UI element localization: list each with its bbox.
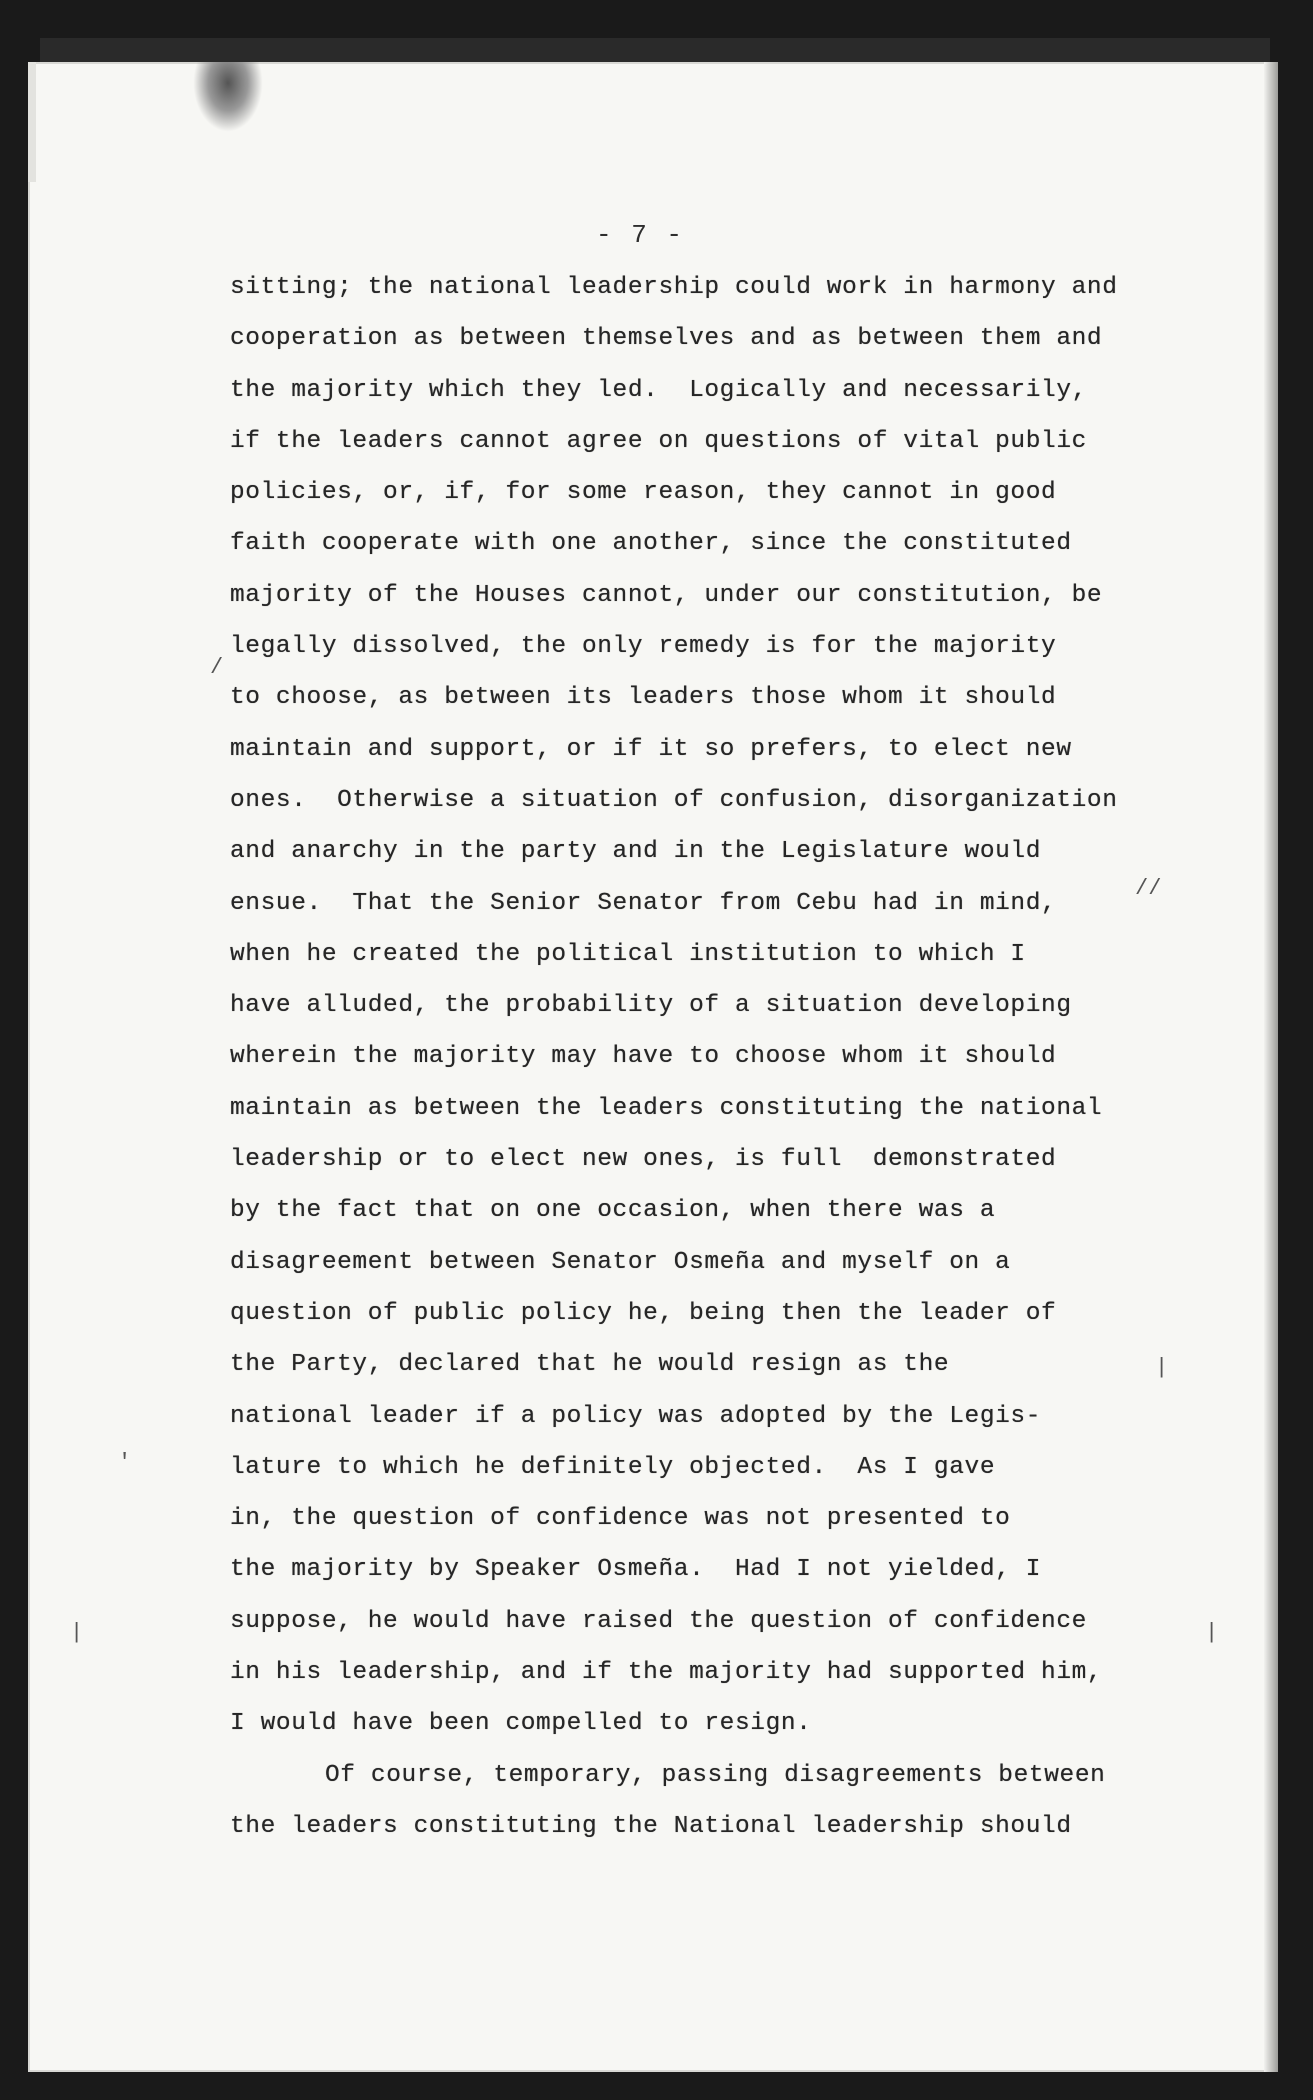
text-line: cooperation as between themselves and as between them and: [230, 325, 1103, 353]
text-line: the leaders constituting the National leadership should: [230, 1812, 1072, 1840]
text-line: faith cooperate with one another, since the constituted: [230, 530, 1072, 558]
text-line-paragraph-start: Of course, temporary, passing disagreements between: [325, 1761, 1106, 1789]
text-line: question of public policy he, being then the leader of: [230, 1299, 1057, 1327]
text-line: legally dissolved, the only remedy is for the majority: [230, 633, 1057, 661]
text-line: ones. Otherwise a situation of confusion, disorganization: [230, 786, 1118, 814]
text-line: to choose, as between its leaders those whom it should: [230, 684, 1057, 712]
page-number: - 7 -: [596, 220, 685, 250]
text-line: if the leaders cannot agree on questions of vital public: [230, 427, 1087, 455]
text-line: when he created the political institution to which I: [230, 940, 1026, 968]
text-line: in his leadership, and if the majority had supported him,: [230, 1659, 1103, 1687]
text-line: suppose, he would have raised the question of confidence: [230, 1607, 1087, 1635]
text-line: sitting; the national leadership could work in harmony and: [230, 274, 1118, 301]
text-line: the majority which they led. Logically and necessarily,: [230, 376, 1087, 404]
text-line: maintain as between the leaders constituting the national: [230, 1094, 1103, 1122]
text-line: national leader if a policy was adopted by the Legis-: [230, 1402, 1042, 1430]
text-line: the majority by Speaker Osmeña. Had I not yielded, I: [230, 1556, 1042, 1584]
text-line: have alluded, the probability of a situation developing: [230, 992, 1072, 1020]
text-line: and anarchy in the party and in the Legislature would: [230, 838, 1042, 866]
margin-pencil-mark: ': [118, 1450, 132, 1475]
text-line: in, the question of confidence was not presented to: [230, 1505, 1011, 1533]
text-line: maintain and support, or if it so prefers, to elect new: [230, 735, 1072, 763]
text-line: lature to which he definitely objected. As I gave: [230, 1453, 996, 1481]
text-line: majority of the Houses cannot, under our constitution, be: [230, 581, 1103, 609]
margin-pencil-mark: /: [210, 655, 224, 680]
margin-pencil-mark: //: [1135, 876, 1162, 901]
page-edge: [28, 62, 36, 182]
margin-pencil-mark: |: [1205, 1620, 1219, 1645]
text-line: the Party, declared that he would resign as the: [230, 1351, 950, 1379]
page-edge-shadow: [1264, 62, 1278, 2072]
text-line: I would have been compelled to resign.: [230, 1710, 812, 1738]
text-line: by the fact that on one occasion, when there was a: [230, 1197, 996, 1225]
text-line: wherein the majority may have to choose whom it should: [230, 1043, 1057, 1071]
text-line: ensue. That the Senior Senator from Cebu had in mind,: [230, 889, 1057, 917]
staple-mark: [193, 62, 263, 132]
text-line: leadership or to elect new ones, is full demonstrated: [230, 1146, 1057, 1174]
margin-pencil-mark: |: [1155, 1355, 1169, 1380]
typed-body-text: [230, 262, 1150, 1852]
text-line: disagreement between Senator Osmeña and myself on a: [230, 1248, 1011, 1276]
text-line: policies, or, if, for some reason, they cannot in good: [230, 479, 1057, 507]
margin-pencil-mark: |: [70, 1620, 84, 1645]
